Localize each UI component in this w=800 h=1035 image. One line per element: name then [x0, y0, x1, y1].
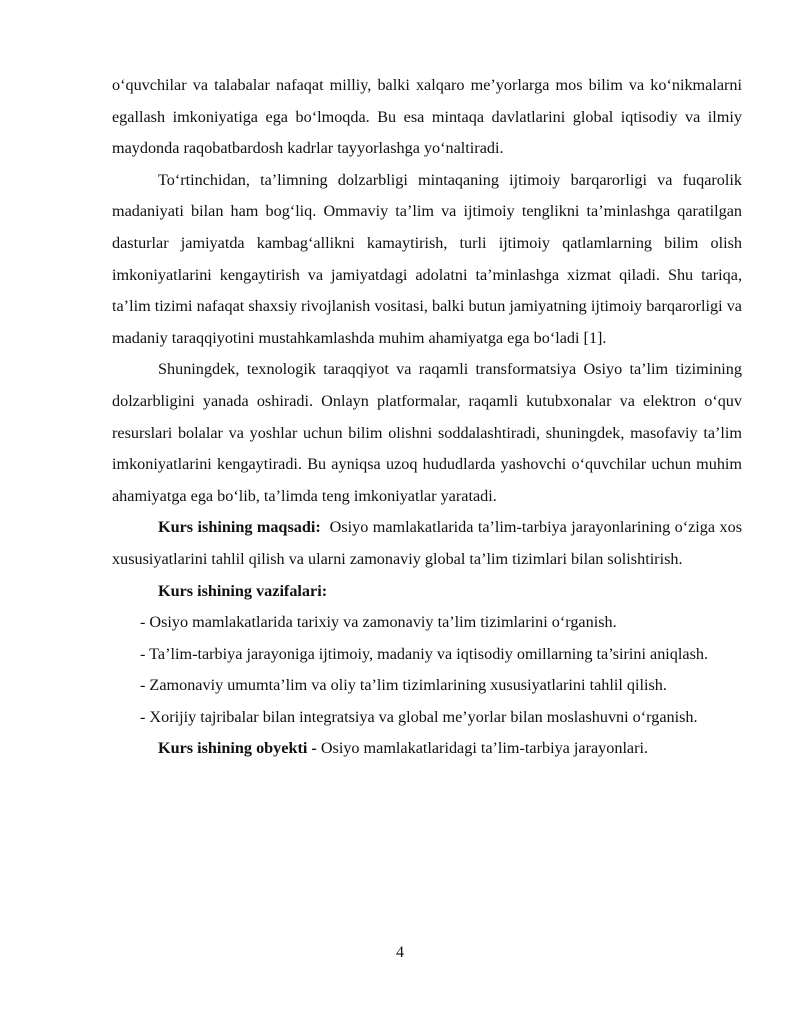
tasks-heading: [112, 576, 742, 608]
goal-label: Kurs ishining maqsadi:: [158, 518, 321, 537]
document-page: [112, 70, 742, 765]
task-item: - Zamonaviy umumta’lim va oliy ta’lim tizimlarining xususiyatlarini tahlil qilish.: [140, 676, 667, 695]
goal-paragraph: [112, 512, 742, 575]
object-label: Kurs ishining obyekti -: [158, 739, 317, 758]
task-item: - Ta’lim-tarbiya jarayoniga ijtimoiy, madaniy va iqtisodiy omillarning ta’sirini aniqlash.: [140, 644, 709, 663]
task-item: - Osiyo mamlakatlarida tarixiy va zamonaviy ta’lim tizimlarini o‘rganish.: [140, 613, 617, 632]
paragraph-intro-continuation: o‘quvchilar va talabalar nafaqat milliy, balki xalqaro me’yorlarga mos bilim va ko‘nikmalarni egallash imkoniyatiga ega bo‘lmoqda. Bu esa mintaqa davlatlarini global iqtisodiy va ilmiy maydonda raqobatbardosh kadrlar tayyorlashga yo‘naltiradi.: [112, 76, 742, 158]
goal-text: Osiyo mamlakatlarida ta’lim-tarbiya jarayonlarining o‘ziga xos xususiyatlarini tahlil qilish va ularni zamonaviy global ta’lim tizimlari bilan solishtirish.: [112, 518, 742, 568]
tasks-label: Kurs ishining vazifalari:: [158, 581, 328, 600]
page-number: 4: [396, 944, 404, 961]
paragraph-technology: Shuningdek, texnologik taraqqiyot va raqamli transformatsiya Osiyo ta’lim tizimining dolzarbligini yanada oshiradi. Onlayn platformalar, raqamli kutubxonalar va elektron o‘quv resurslari bolalar va yoshlar uchun bilim olishni soddalashtiradi, shuningdek, masofaviy ta’lim imkoniyatlarini kengaytiradi. Bu ayniqsa uzoq hududlarda yashovchi o‘quvchilar uchun muhim ahamiyatga ega bo‘lib, ta’limda teng imkoniyatlar yaratadi.: [112, 360, 742, 505]
object-text: Osiyo mamlakatlaridagi ta’lim-tarbiya jarayonlari.: [320, 739, 649, 758]
paragraph-fourth-point: To‘rtinchidan, ta’limning dolzarbligi mintaqaning ijtimoiy barqarorligi va fuqarolik madaniyati bilan ham bog‘liq. Ommaviy ta’lim va ijtimoiy tenglikni ta’minlashga qaratilgan dasturlar jamiyatda kambag‘allikni kamaytirish, turli ijtimoiy qatlamlarning bilim olish imkoniyatlarini kengaytirish va jamiyatdagi adolatni ta’minlashga xizmat qiladi. Shu tariqa, ta’lim tizimi nafaqat shaxsiy rivojlanish vositasi, balki butun jamiyatning ijtimoiy barqarorligi va madaniy taraqqiyotini mustahkamlashda muhim ahamiyatga ega bo‘ladi [1].: [112, 170, 742, 347]
task-item: - Xorijiy tajribalar bilan integratsiya va global me’yorlar bilan moslashuvni o‘rganish.: [140, 707, 698, 726]
object-paragraph: [112, 733, 742, 765]
